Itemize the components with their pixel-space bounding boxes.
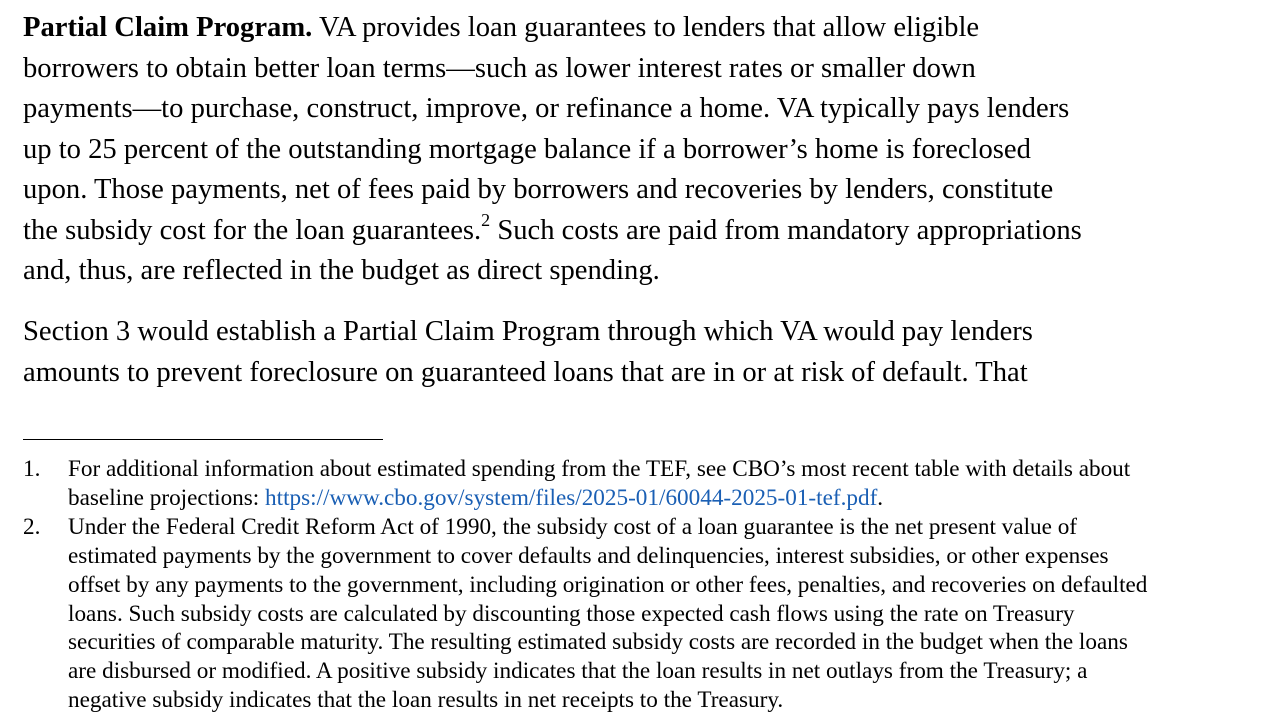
paragraph-line: and, thus, are reflected in the budget as direct spending. — [23, 255, 660, 286]
paragraph-line — [23, 211, 1082, 252]
footnote-separator — [23, 439, 383, 440]
cbo-tef-link[interactable]: https://www.cbo.gov/system/files/2025-01/60044-2025-01-tef.pdf — [265, 484, 878, 511]
paragraph-line: Section 3 would establish a Partial Claim Program through which VA would pay lenders — [23, 316, 1033, 347]
paragraph-line: upon. Those payments, net of fees paid by borrowers and recoveries by lenders, constitute — [23, 174, 1054, 205]
footnote-text: baseline projections: — [68, 484, 260, 511]
footnote-line: estimated payments by the government to cover defaults and delinquencies, interest subsidies, or other expenses — [68, 542, 1109, 569]
footnote-line — [68, 484, 1243, 513]
footnote-line: are disbursed or modified. A positive subsidy indicates that the loan results in net outlays from the Treasury; a — [68, 658, 1088, 685]
footnote-text: . — [877, 484, 884, 511]
footnote-line: For additional information about estimated spending from the TEF, see CBO’s most recent table with details about — [68, 456, 1131, 482]
paragraph-line: payments—to purchase, construct, improve, or refinance a home. VA typically pays lenders — [23, 93, 1070, 124]
paragraph-line — [23, 8, 1082, 49]
paragraph-partial-claim-program — [23, 8, 1082, 292]
paragraph-text: Such costs are paid from mandatory appropriations — [497, 214, 1082, 246]
paragraph-text: the subsidy cost for the loan guarantees. — [23, 214, 482, 246]
footnote-number: 2. — [23, 513, 41, 540]
footnote-line: loans. Such subsidy costs are calculated by discounting those expected cash flows using the rate on Treasury — [68, 600, 1075, 627]
footnote-number: 1. — [23, 456, 41, 482]
paragraph-line: amounts to prevent foreclosure on guaranteed loans that are in or at risk of default. That — [23, 356, 1028, 388]
paragraph-section-3 — [23, 312, 1033, 393]
footnote-2 — [23, 513, 1243, 715]
footnote-1 — [23, 455, 1243, 513]
footnote-line: securities of comparable maturity. The resulting estimated subsidy costs are recorded in the budget when the loans — [68, 629, 1128, 656]
paragraph-text: VA provides loan guarantees to lenders that allow eligible — [318, 12, 980, 43]
footnotes — [23, 455, 1243, 715]
footnote-line: negative subsidy indicates that the loan results in net receipts to the Treasury. — [68, 687, 784, 714]
footnote-line: Under the Federal Credit Reform Act of 1990, the subsidy cost of a loan guarantee is the net present value of — [68, 513, 1078, 540]
paragraph-heading: Partial Claim Program. — [23, 12, 313, 43]
footnote-reference-2[interactable]: 2 — [481, 209, 491, 230]
paragraph-line: up to 25 percent of the outstanding mortgage balance if a borrower’s home is foreclosed — [23, 133, 1031, 165]
paragraph-line: borrowers to obtain better loan terms—such as lower interest rates or smaller down — [23, 52, 976, 84]
footnote-line: offset by any payments to the government, including origination or other fees, penalties, and recoveries on defaulted — [68, 571, 1148, 598]
